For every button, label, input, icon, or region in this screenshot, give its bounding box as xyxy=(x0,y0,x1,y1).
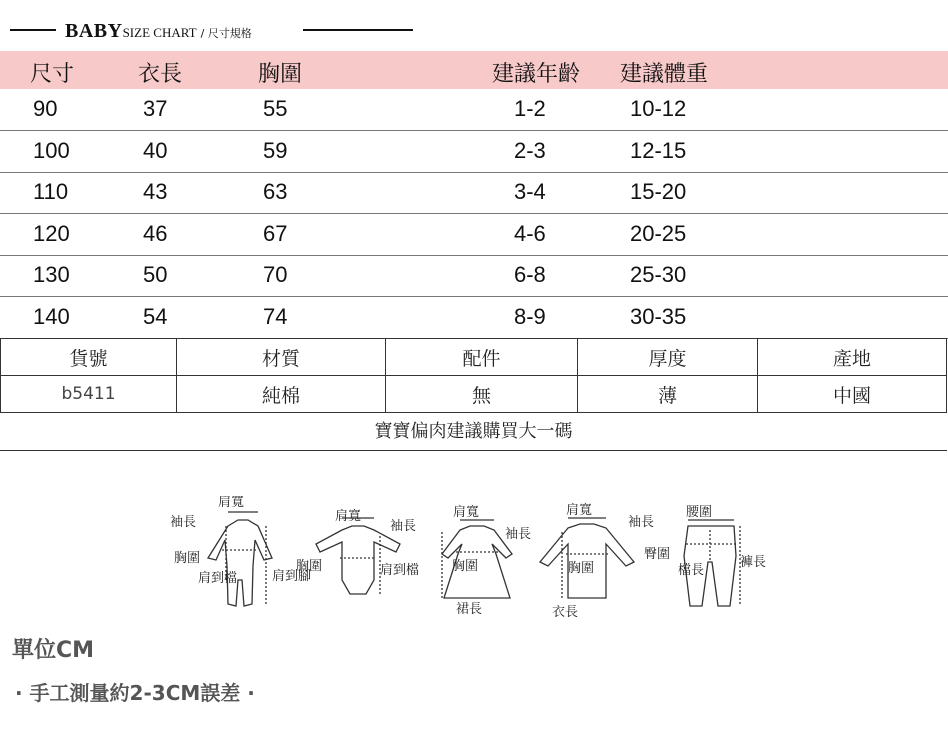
top-sleeve-label: 袖長 xyxy=(628,515,655,530)
bodysuit-chest-label: 胸圍 xyxy=(296,559,323,574)
romper-chest-label: 胸圍 xyxy=(174,551,201,566)
bodysuit-sleeve-label: 袖長 xyxy=(390,519,417,534)
pants-hip-label: 臀圍 xyxy=(644,547,671,562)
table-row xyxy=(0,255,948,297)
product-info-table xyxy=(0,338,947,413)
table-row xyxy=(0,172,948,214)
cell-length: 54 xyxy=(143,304,168,329)
bodysuit-shoulder-crotch-label: 肩到檔 xyxy=(380,563,420,578)
cell-weight: 30-35 xyxy=(630,304,687,329)
info-value-accessory: 無 xyxy=(386,376,578,413)
table-row xyxy=(0,131,948,173)
cell-size: 120 xyxy=(33,221,70,246)
cell-length: 50 xyxy=(143,262,168,287)
cell-weight: 20-25 xyxy=(630,221,687,246)
cell-length: 43 xyxy=(143,179,168,204)
table-row xyxy=(0,89,948,131)
cell-age: 3-4 xyxy=(514,179,546,204)
info-header-thickness: 厚度 xyxy=(578,339,758,376)
info-value-material: 純棉 xyxy=(177,376,386,413)
cell-chest: 63 xyxy=(263,179,288,204)
table-row xyxy=(0,297,948,339)
cell-weight: 12-15 xyxy=(630,138,687,163)
top-chest-label: 胸圍 xyxy=(568,561,595,576)
info-header-code: 貨號 xyxy=(1,339,177,376)
header-rule-right xyxy=(303,29,413,31)
pants-crotch-label: 檔長 xyxy=(678,563,705,578)
info-header-row xyxy=(1,339,947,376)
info-header-material: 材質 xyxy=(177,339,386,376)
cell-length: 40 xyxy=(143,138,168,163)
info-value-row xyxy=(1,376,947,413)
romper-shoulder-crotch-label: 肩到檔 xyxy=(198,571,238,586)
romper-sleeve-label: 袖長 xyxy=(170,515,197,530)
header-title xyxy=(65,20,252,43)
measurement-diagrams xyxy=(160,496,770,632)
info-value-code: b5411 xyxy=(1,376,177,413)
header-baby: BABY xyxy=(65,20,123,42)
bodysuit-shoulder-label: 肩寬 xyxy=(335,509,362,524)
cell-age: 2-3 xyxy=(514,138,546,163)
unit-label: 單位CM xyxy=(12,638,95,663)
cell-age: 1-2 xyxy=(514,96,546,121)
top-diagram xyxy=(540,518,634,600)
cell-size: 90 xyxy=(33,96,58,121)
cell-length: 46 xyxy=(143,221,168,246)
cell-chest: 59 xyxy=(263,138,288,163)
pants-waist-label: 腰圍 xyxy=(686,505,713,520)
size-table-header xyxy=(0,51,948,89)
col-header-weight: 建議體重 xyxy=(620,61,709,86)
bodysuit-diagram xyxy=(316,518,400,594)
cell-size: 110 xyxy=(33,179,69,204)
col-header-length: 衣長 xyxy=(138,61,183,86)
size-advice-note: 寶寶偏肉建議購買大一碼 xyxy=(0,413,947,451)
cell-chest: 74 xyxy=(263,304,288,329)
header-zh: / 尺寸規格 xyxy=(200,27,252,40)
romper-diagram xyxy=(208,512,272,606)
cell-size: 130 xyxy=(33,262,70,287)
col-header-age: 建議年齡 xyxy=(492,61,581,86)
cell-chest: 67 xyxy=(263,221,288,246)
cell-age: 8-9 xyxy=(514,304,546,329)
info-value-thickness: 薄 xyxy=(578,376,758,413)
col-header-chest: 胸圍 xyxy=(258,61,303,86)
cell-age: 6-8 xyxy=(514,262,546,287)
cell-chest: 55 xyxy=(263,96,288,121)
header-rule-left xyxy=(10,29,56,31)
romper-shoulder-label: 肩寬 xyxy=(218,496,245,510)
measurement-error-note: · 手工測量約2-3CM誤差 · xyxy=(15,681,255,705)
info-value-origin: 中國 xyxy=(758,376,947,413)
cell-length: 37 xyxy=(143,96,168,121)
pants-length-label: 褲長 xyxy=(740,555,767,570)
cell-size: 140 xyxy=(33,304,70,329)
col-header-size: 尺寸 xyxy=(30,61,75,86)
info-header-accessory: 配件 xyxy=(386,339,578,376)
header-size-chart: SIZE CHART xyxy=(122,25,197,40)
cell-weight: 15-20 xyxy=(630,179,687,204)
dress-sleeve-label: 袖長 xyxy=(505,527,532,542)
cell-weight: 10-12 xyxy=(630,96,687,121)
top-length-label: 衣長 xyxy=(552,605,579,620)
cell-weight: 25-30 xyxy=(630,262,687,287)
romper-shoulder-foot-label: 肩到腳 xyxy=(272,569,312,584)
table-row xyxy=(0,214,948,256)
chart-header xyxy=(10,18,430,42)
cell-chest: 70 xyxy=(263,262,288,287)
dress-length-label: 裙長 xyxy=(456,602,483,617)
cell-age: 4-6 xyxy=(514,221,546,246)
info-header-origin: 產地 xyxy=(758,339,947,376)
top-shoulder-label: 肩寬 xyxy=(566,503,593,518)
dress-shoulder-label: 肩寬 xyxy=(453,505,480,520)
dress-chest-label: 胸圍 xyxy=(452,559,479,574)
cell-size: 100 xyxy=(33,138,70,163)
